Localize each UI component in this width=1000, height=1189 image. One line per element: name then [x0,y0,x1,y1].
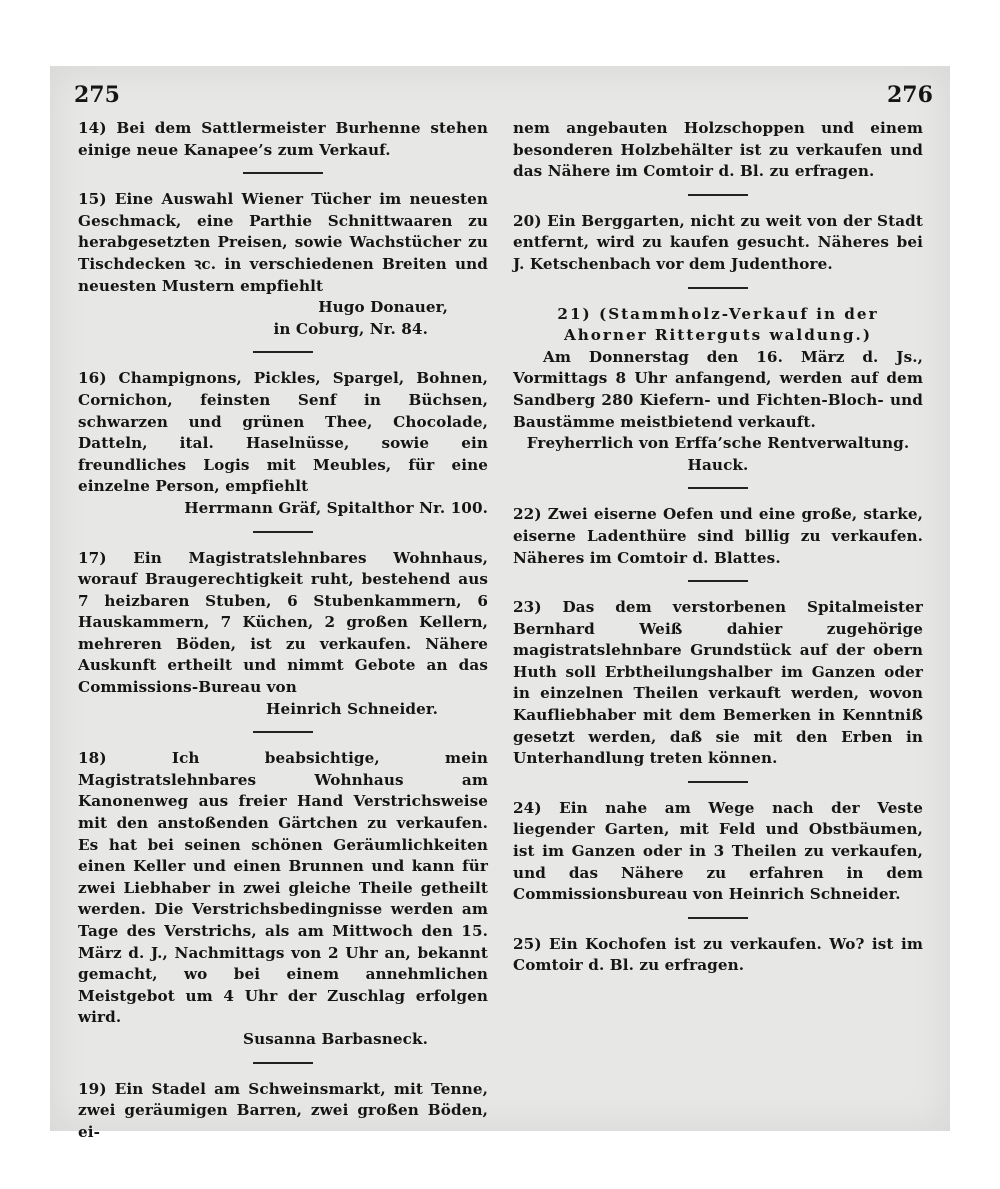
ad-text: 23) Das dem verstorbenen Spitalmeister Bernhard Weiß dahier zugehörige magistratslehnbare Grundstück auf der obern Huth soll Erbtheilungshalber im Ganzen oder in einzelnen Theilen verkauft werden, wovon Kaufliebhaber mit dem Bemerken in Kenntniß gesetzt werden, daß sie mit den Erben in Unterhandlung treten können. [513,598,923,768]
left-column [78,118,488,1143]
right-column [513,118,923,977]
ad-17 [78,548,488,721]
ad-text: 25) Ein Kochofen ist zu verkaufen. Wo? ist im Comtoir d. Bl. zu erfragen. [513,934,923,975]
ad-14 [78,118,488,161]
ad-text: 16) Champignons, Pickles, Spargel, Bohnen, Cornichon, feinsten Senf in Büchsen, schwarzen und grünen Thee, Chocolade, Datteln, ital. Haselnüsse, sowie ein freundliches Logis mit Meubles, für eine einzelne Person, empfiehlt [78,369,488,496]
ad-text: 17) Ein Magistratslehnbares Wohnhaus, worauf Braugerechtigkeit ruht, bestehend aus 7 heizbaren Stuben, 6 Stubenkammern, 6 Hauskammern, 7 Küchen, 2 großen Kellern, mehreren Böden, ist zu verkaufen. Nähere Auskunft ertheilt und nimmt Gebote an das Commissions-Bureau von [78,548,488,697]
page-number-left: 275 [74,82,120,108]
ad-signature: Freyherrlich von Erffa’sche Rentverwaltung. [526,434,910,453]
ad-19-start [78,1079,488,1144]
separator [688,487,748,489]
ad-18 [78,748,488,1050]
ad-text: 20) Ein Berggarten, nicht zu weit von der Stadt entfernt, wird zu kaufen gesucht. Näheres bei J. Ketschenbach vor dem Judenthore. [513,211,923,273]
ad-text: 15) Eine Auswahl Wiener Tücher im neuesten Geschmack, eine Parthie Schnittwaaren zu herabgesetzten Preisen, sowie Wachstücher zu Tischdecken ꝛc. in verschiedenen Breiten und neuesten Mustern empfiehlt [78,190,488,295]
separator [253,1062,313,1064]
ad-signature-name: Hauck. [687,455,749,474]
ad-signature: Susanna Barbasneck. [243,1029,428,1048]
ad-text: 18) Ich beabsichtige, mein Magistratslehnbares Wohnhaus am Kanonenweg aus freier Hand Verstrichsweise mit den anstoßenden Gärtchen zu verkaufen. Es hat bei seinen schönen Geräumlichkeiten einen Keller und einen Brunnen und kann für zwei Liebhaber in zwei gleiche Theile getheilt werden. Die Verstrichsbedingnisse werden am Tage des Verstrichs, als am Mittwoch den 15. März d. J., Nachmittags von 2 Uhr an, bekannt gemacht, wo bei einem annehmlichen Meistgebot um 4 Uhr der Zuschlag erfolgen wird. [78,749,488,1027]
separator [253,731,313,733]
ad-20 [513,211,923,276]
ad-text: 14) Bei dem Sattlermeister Burhenne stehen einige neue Kanapee’s zum Verkauf. [78,119,488,159]
ad-signature: Heinrich Schneider. [266,699,438,718]
separator [688,917,748,919]
ad-25 [513,934,923,977]
ad-21 [513,304,923,477]
ad-signature-address: in Coburg, Nr. 84. [273,319,428,338]
ad-heading: 21) (Stammholz-Verkauf in der [557,304,879,323]
page-number-right: 276 [887,82,933,108]
ad-24 [513,798,923,906]
separator [253,531,313,533]
separator [688,580,748,582]
ad-signature: Herrmann Gräf, Spitalthor Nr. 100. [184,498,488,517]
separator [688,194,748,196]
ad-15 [78,189,488,340]
ad-text: 24) Ein nahe am Wege nach der Veste liegender Garten, mit Feld und Obstbäumen, ist im Ganzen oder in 3 Theilen zu verkaufen, und das Nähere zu erfahren in dem Commissionsbureau von Heinrich Schneider. [513,798,923,904]
ad-text: nem angebauten Holzschoppen und einem besonderen Holzbehälter ist zu verkaufen und das Nähere im Comtoir d. Bl. zu erfragen. [513,119,923,181]
ad-22 [513,504,923,569]
separator [243,172,323,174]
ad-heading: Ahorner Ritterguts waldung.) [563,326,873,345]
ad-text: 19) Ein Stadel am Schweinsmarkt, mit Tenne, zwei geräumigen Barren, zwei großen Böden, ei- [78,1079,488,1141]
ad-19-continued [513,118,923,183]
ad-16 [78,368,488,519]
separator [688,287,748,289]
ad-text: 22) Zwei eiserne Oefen und eine große, starke, eiserne Ladenthüre sind billig zu verkaufen. Näheres im Comtoir d. Blattes. [513,505,923,567]
ad-text: Am Donnerstag den 16. März d. Js., Vormittags 8 Uhr anfangend, werden auf dem Sandberg 280 Kiefern- und Fichten-Bloch- und Baustämme meistbietend verkauft. [513,347,923,431]
ad-23 [513,597,923,770]
ad-signature: Hugo Donauer, [318,298,448,317]
separator [688,781,748,783]
separator [253,351,313,353]
